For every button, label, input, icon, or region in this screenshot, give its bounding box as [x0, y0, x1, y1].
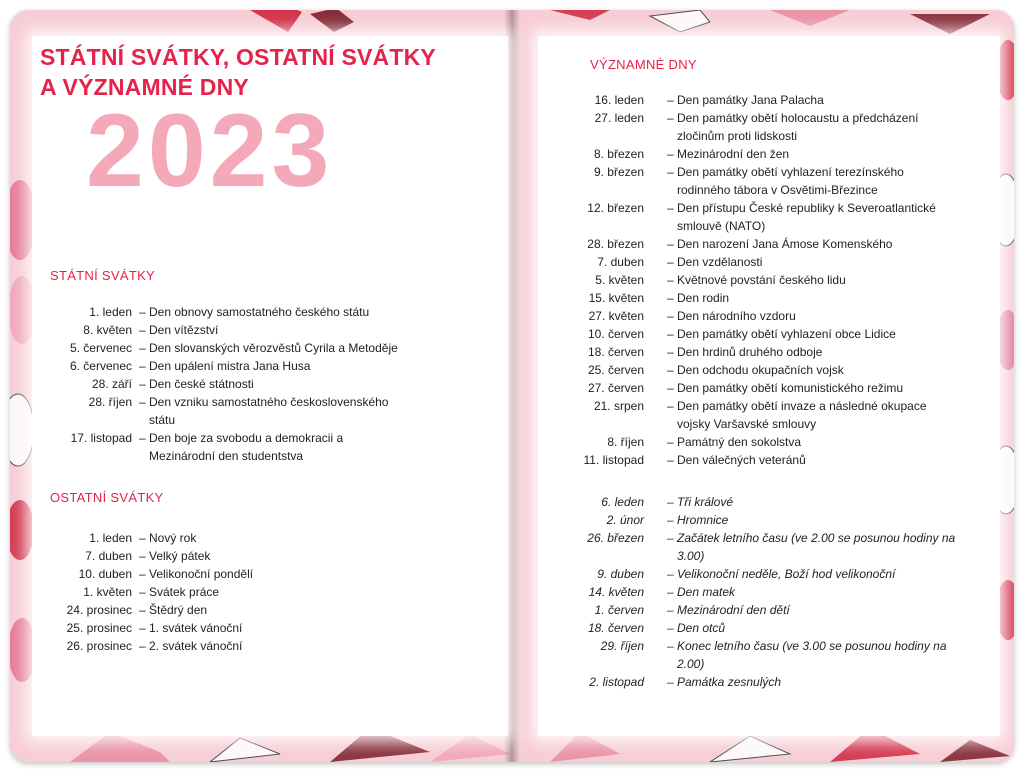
item-name: Hromnice: [677, 513, 729, 527]
list-item: [50, 375, 411, 393]
list-item: [50, 321, 411, 339]
item-name: Den hrdinů druhého odboje: [677, 345, 823, 359]
significant-days-list: [576, 91, 959, 469]
butterfly-icon: [550, 10, 990, 34]
item-date: 27. leden: [594, 111, 644, 125]
item-date: 24. prosinec: [66, 603, 132, 617]
item-dash: –: [667, 603, 674, 617]
item-dash: –: [667, 585, 674, 599]
item-dash: –: [667, 639, 674, 653]
item-name: Den odchodu okupačních vojsk: [677, 363, 844, 377]
item-name: Den obnovy samostatného českého státu: [149, 305, 370, 319]
list-item: [576, 253, 959, 271]
item-dash: –: [139, 621, 146, 635]
item-name: Den upálení mistra Jana Husa: [149, 359, 311, 373]
other-holidays-heading: OSTATNÍ SVÁTKY: [50, 490, 164, 505]
item-date: 7. duben: [597, 255, 644, 269]
item-name: Velikonoční neděle, Boží hod velikonoční: [677, 567, 896, 581]
list-item: [50, 601, 411, 619]
item-date: 10. červen: [587, 327, 644, 341]
item-dash: –: [667, 453, 674, 467]
item-name: Den válečných veteránů: [677, 453, 806, 467]
item-date: 10. duben: [78, 567, 132, 581]
significant-days-heading: VÝZNAMNÉ DNY: [590, 57, 697, 72]
item-name: Den vzniku samostatného československého státu: [149, 395, 389, 427]
item-dash: –: [667, 201, 674, 215]
item-dash: –: [139, 323, 146, 337]
item-dash: –: [139, 549, 146, 563]
item-name: Velký pátek: [149, 549, 211, 563]
item-date: 6. červenec: [69, 359, 132, 373]
item-dash: –: [667, 111, 674, 125]
list-item: [50, 637, 411, 655]
item-date: 25. červen: [587, 363, 644, 377]
item-dash: –: [667, 93, 674, 107]
item-name: Květnové povstání českého lidu: [677, 273, 846, 287]
item-date: 8. květen: [83, 323, 132, 337]
item-date: 18. červen: [587, 621, 644, 635]
item-dash: –: [667, 621, 674, 635]
list-item: [576, 433, 959, 451]
item-date: 6. leden: [601, 495, 644, 509]
item-name: Den národního vzdoru: [677, 309, 796, 323]
item-name: Památka zesnulých: [677, 675, 782, 689]
state-holidays-list: [50, 303, 411, 465]
list-item: [576, 583, 959, 601]
item-name: Den památky obětí komunistického režimu: [677, 381, 904, 395]
item-name: Den otců: [677, 621, 726, 635]
state-holidays-heading: STÁTNÍ SVÁTKY: [50, 268, 156, 283]
item-name: Den narození Jana Ámose Komenského: [677, 237, 893, 251]
item-dash: –: [667, 165, 674, 179]
list-item: [576, 109, 959, 145]
item-name: Svátek práce: [149, 585, 220, 599]
list-item: [50, 357, 411, 375]
item-name: Velikonoční pondělí: [149, 567, 254, 581]
list-item: [576, 451, 959, 469]
list-item: [576, 343, 959, 361]
title-line-1: STÁTNÍ SVÁTKY, OSTATNÍ SVÁTKY: [40, 44, 436, 70]
item-name: Den slovanských věrozvěstů Cyrila a Metoděje: [149, 341, 398, 355]
list-item: [50, 339, 411, 357]
item-date: 1. květen: [83, 585, 132, 599]
item-dash: –: [667, 345, 674, 359]
other-days-list: [576, 493, 959, 691]
item-date: 17. listopad: [70, 431, 132, 445]
list-item: [576, 397, 959, 433]
list-item: [576, 325, 959, 343]
item-name: Začátek letního času (ve 2.00 se posunou hodiny na 3.00): [677, 531, 956, 563]
item-name: Den vzdělanosti: [677, 255, 763, 269]
item-dash: –: [139, 431, 146, 445]
list-item: [576, 289, 959, 307]
list-item: [576, 271, 959, 289]
item-dash: –: [139, 639, 146, 653]
item-dash: –: [139, 585, 146, 599]
list-item: [576, 511, 959, 529]
list-item: [576, 235, 959, 253]
item-dash: –: [667, 309, 674, 323]
list-item: [576, 145, 959, 163]
item-date: 1. leden: [89, 305, 132, 319]
item-name: 1. svátek vánoční: [149, 621, 243, 635]
item-date: 2. únor: [606, 513, 644, 527]
item-date: 9. březen: [593, 165, 644, 179]
item-name: Štědrý den: [149, 603, 208, 617]
butterfly-icon: [250, 10, 354, 32]
item-name: Den rodin: [677, 291, 730, 305]
item-date: 28. říjen: [88, 395, 132, 409]
item-dash: –: [139, 359, 146, 373]
item-dash: –: [667, 435, 674, 449]
item-date: 26. prosinec: [66, 639, 132, 653]
item-date: 2. listopad: [589, 675, 644, 689]
item-name: Den matek: [677, 585, 736, 599]
item-date: 8. březen: [593, 147, 644, 161]
item-date: 15. květen: [588, 291, 644, 305]
item-name: Den památky Jana Palacha: [677, 93, 824, 107]
item-name: Mezinárodní den dětí: [677, 603, 790, 617]
title-line-2: A VÝZNAMNÉ DNY: [40, 74, 249, 100]
item-dash: –: [139, 531, 146, 545]
list-item: [50, 547, 411, 565]
list-item: [50, 583, 411, 601]
list-item: [576, 361, 959, 379]
item-name: Mezinárodní den žen: [677, 147, 790, 161]
item-name: Nový rok: [149, 531, 197, 545]
item-date: 27. červen: [587, 381, 644, 395]
item-dash: –: [667, 327, 674, 341]
item-dash: –: [667, 495, 674, 509]
item-dash: –: [667, 255, 674, 269]
list-item: [576, 529, 959, 565]
list-item: [576, 619, 959, 637]
item-name: Památný den sokolstva: [677, 435, 802, 449]
item-dash: –: [667, 237, 674, 251]
list-item: [576, 379, 959, 397]
item-date: 5. červenec: [69, 341, 132, 355]
list-item: [50, 529, 411, 547]
item-dash: –: [667, 381, 674, 395]
item-name: Den památky obětí vyhlazení terezínského rodinného tábora v Osvětimi-Březince: [677, 165, 904, 197]
item-date: 8. říjen: [607, 435, 644, 449]
list-item: [576, 673, 959, 691]
item-dash: –: [139, 377, 146, 391]
item-date: 11. listopad: [583, 453, 644, 467]
item-dash: –: [667, 513, 674, 527]
item-dash: –: [139, 305, 146, 319]
item-name: 2. svátek vánoční: [149, 639, 243, 653]
list-item: [50, 429, 411, 465]
item-date: 28. září: [91, 377, 132, 391]
list-item: [576, 199, 959, 235]
item-name: Den památky obětí invaze a následné okupace vojsky Varšavské smlouvy: [677, 399, 927, 431]
item-date: 26. březen: [587, 531, 644, 545]
year-number: 2023: [86, 93, 334, 209]
item-dash: –: [667, 567, 674, 581]
list-item: [576, 565, 959, 583]
item-dash: –: [667, 675, 674, 689]
item-date: 18. červen: [587, 345, 644, 359]
item-date: 12. březen: [587, 201, 644, 215]
item-name: Konec letního času (ve 3.00 se posunou hodiny na 2.00): [677, 639, 947, 671]
item-dash: –: [139, 341, 146, 355]
item-date: 1. červen: [594, 603, 644, 617]
item-date: 16. leden: [594, 93, 644, 107]
list-item: [576, 637, 959, 673]
item-date: 28. březen: [587, 237, 644, 251]
list-item: [576, 601, 959, 619]
item-name: Den přístupu České republiky k Severoatlantické smlouvě (NATO): [677, 201, 936, 233]
list-item: [50, 619, 411, 637]
item-date: 14. květen: [588, 585, 644, 599]
item-name: Den vítězství: [149, 323, 219, 337]
list-item: [50, 393, 411, 429]
list-item: [576, 91, 959, 109]
item-date: 29. říjen: [600, 639, 644, 653]
item-dash: –: [139, 603, 146, 617]
item-date: 21. srpen: [593, 399, 644, 413]
item-dash: –: [667, 363, 674, 377]
item-date: 5. květen: [595, 273, 644, 287]
item-dash: –: [667, 531, 674, 545]
item-name: Den české státnosti: [149, 377, 254, 391]
item-date: 25. prosinec: [66, 621, 132, 635]
list-item: [576, 163, 959, 199]
item-date: 9. duben: [597, 567, 644, 581]
item-dash: –: [667, 147, 674, 161]
item-name: Den boje za svobodu a demokracii a Mezinárodní den studentstva: [149, 431, 344, 463]
item-dash: –: [667, 399, 674, 413]
list-item: [50, 303, 411, 321]
list-item: [576, 493, 959, 511]
item-name: Tři králové: [677, 495, 734, 509]
item-dash: –: [667, 291, 674, 305]
list-item: [576, 307, 959, 325]
item-dash: –: [139, 395, 146, 409]
item-date: 1. leden: [89, 531, 132, 545]
item-dash: –: [139, 567, 146, 581]
item-dash: –: [667, 273, 674, 287]
item-date: 7. duben: [85, 549, 132, 563]
other-holidays-list: [50, 529, 411, 655]
list-item: [50, 565, 411, 583]
item-date: 27. květen: [588, 309, 644, 323]
item-name: Den památky obětí holocaustu a předcházení zločinům proti lidskosti: [677, 111, 919, 143]
item-name: Den památky obětí vyhlazení obce Lidice: [677, 327, 896, 341]
